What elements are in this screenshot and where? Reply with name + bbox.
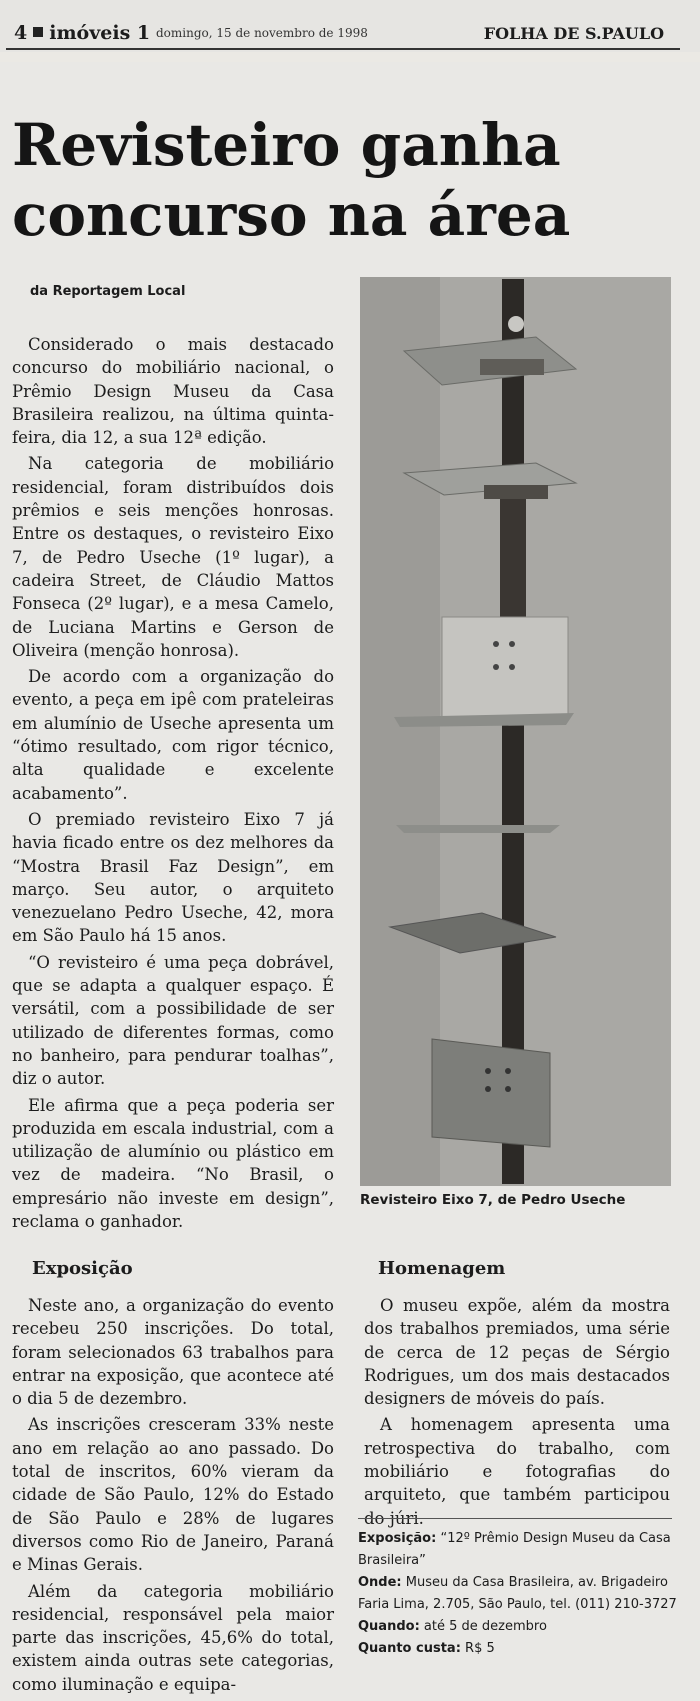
product-photo bbox=[360, 277, 671, 1186]
photo-caption: Revisteiro Eixo 7, de Pedro Useche bbox=[360, 1192, 626, 1208]
info-value: R$ 5 bbox=[465, 1641, 495, 1656]
body-paragraph: Além da categoria mobiliário residencial, responsável pela maior parte das inscrições, 45,6% do total, existem ainda outras sete categorias, como iluminação e equipa- bbox=[12, 1581, 334, 1694]
info-row-preco bbox=[358, 1638, 678, 1660]
body-paragraph: A homenagem apresenta uma retrospectiva do trabalho, com mobiliário e fotografias do arquiteto, que também participou do júri. bbox=[364, 1415, 670, 1528]
info-value: até 5 de dezembro bbox=[423, 1619, 547, 1634]
headline: Revisteiro ganha concurso na área bbox=[12, 111, 571, 249]
article-body bbox=[12, 333, 334, 1233]
subhead-exposicao: Exposição bbox=[32, 1258, 133, 1279]
body-paragraph: “O revisteiro é uma peça dobrável, que se adapta a qualquer espaço. É versátil, com a possibilidade de ser utilizado de diferentes formas, como no banheiro, para pendurar toalhas”, diz o autor. bbox=[12, 952, 334, 1089]
body-paragraph: O premiado revisteiro Eixo 7 já havia ficado entre os dez melhores da “Mostra Brasil Faz Design”, em março. Seu autor, o arquiteto venezuelano Pedro Useche, 42, mora em São Paulo há 15 anos. bbox=[12, 809, 334, 946]
body-paragraph: O museu expõe, além da mostra dos trabalhos premiados, uma série de cerca de 12 peças de Sérgio Rodrigues, um dos mais destacados designers de móveis do país. bbox=[364, 1296, 670, 1409]
info-label: Exposição: bbox=[358, 1531, 437, 1546]
info-box bbox=[358, 1528, 678, 1660]
edition-date: domingo, 15 de novembro de 1998 bbox=[156, 26, 368, 40]
info-row-exposicao bbox=[358, 1528, 678, 1572]
header-rule bbox=[6, 48, 680, 50]
section-label bbox=[14, 22, 150, 44]
page-header bbox=[0, 0, 700, 52]
exposicao-body bbox=[12, 1294, 334, 1696]
magazine-rack-illustration bbox=[360, 277, 671, 1186]
square-bullet-icon bbox=[33, 27, 43, 37]
page-number: 4 bbox=[14, 22, 28, 44]
newspaper-name: FOLHA DE S.PAULO bbox=[483, 24, 664, 43]
info-label: Quanto custa: bbox=[358, 1641, 461, 1656]
body-paragraph: Na categoria de mobiliário residencial, foram distribuídos dois prêmios e seis menções honrosas. Entre os destaques, o revisteiro Eixo 7, de Pedro Useche (1º lugar), a cadeira Street, de Cláudio Mattos Fonseca (2º lugar), e a mesa Camelo, de Luciana Martins e Gerson de Oliveira (menção honrosa). bbox=[12, 454, 334, 660]
body-paragraph: Neste ano, a organização do evento recebeu 250 inscrições. Do total, foram selecionados 63 trabalhos para entrar na exposição, que acontece até o dia 5 de dezembro. bbox=[12, 1296, 334, 1409]
info-value: “12º Prêmio Design Museu da Casa Brasileira” bbox=[358, 1531, 671, 1568]
byline: da Reportagem Local bbox=[30, 284, 186, 299]
info-row-quando bbox=[358, 1616, 678, 1638]
info-label: Onde: bbox=[358, 1575, 402, 1590]
info-box-rule bbox=[358, 1518, 672, 1519]
info-label: Quando: bbox=[358, 1619, 420, 1634]
body-paragraph: Ele afirma que a peça poderia ser produzida em escala industrial, com a utilização de alumínio ou plástico em vez de madeira. “No Brasil, o empresário não investe em design”, reclama o ganhador. bbox=[12, 1095, 334, 1231]
info-row-onde bbox=[358, 1572, 678, 1616]
section-name: imóveis 1 bbox=[49, 22, 151, 44]
body-paragraph: De acordo com a organização do evento, a peça em ipê com prateleiras em alumínio de Useche apresenta um “ótimo resultado, com rigor técnico, alta qualidade e excelente acabamento”. bbox=[12, 667, 334, 803]
body-paragraph: Considerado o mais destacado concurso do mobiliário nacional, o Prêmio Design Museu da Casa Brasileira realizou, na última quinta-feira, dia 12, a sua 12ª edição. bbox=[12, 335, 334, 448]
body-paragraph: As inscrições cresceram 33% neste ano em relação ao ano passado. Do total de inscritos, 60% vieram da cidade de São Paulo, 12% do Estado de São Paulo e 28% de lugares diversos como Rio de Janeiro, Paraná e Minas Gerais. bbox=[12, 1415, 334, 1575]
subhead-homenagem: Homenagem bbox=[378, 1258, 506, 1279]
info-value: Museu da Casa Brasileira, av. Brigadeiro Faria Lima, 2.705, São Paulo, tel. (011) 210-3727 bbox=[358, 1575, 677, 1612]
homenagem-body bbox=[364, 1294, 670, 1530]
